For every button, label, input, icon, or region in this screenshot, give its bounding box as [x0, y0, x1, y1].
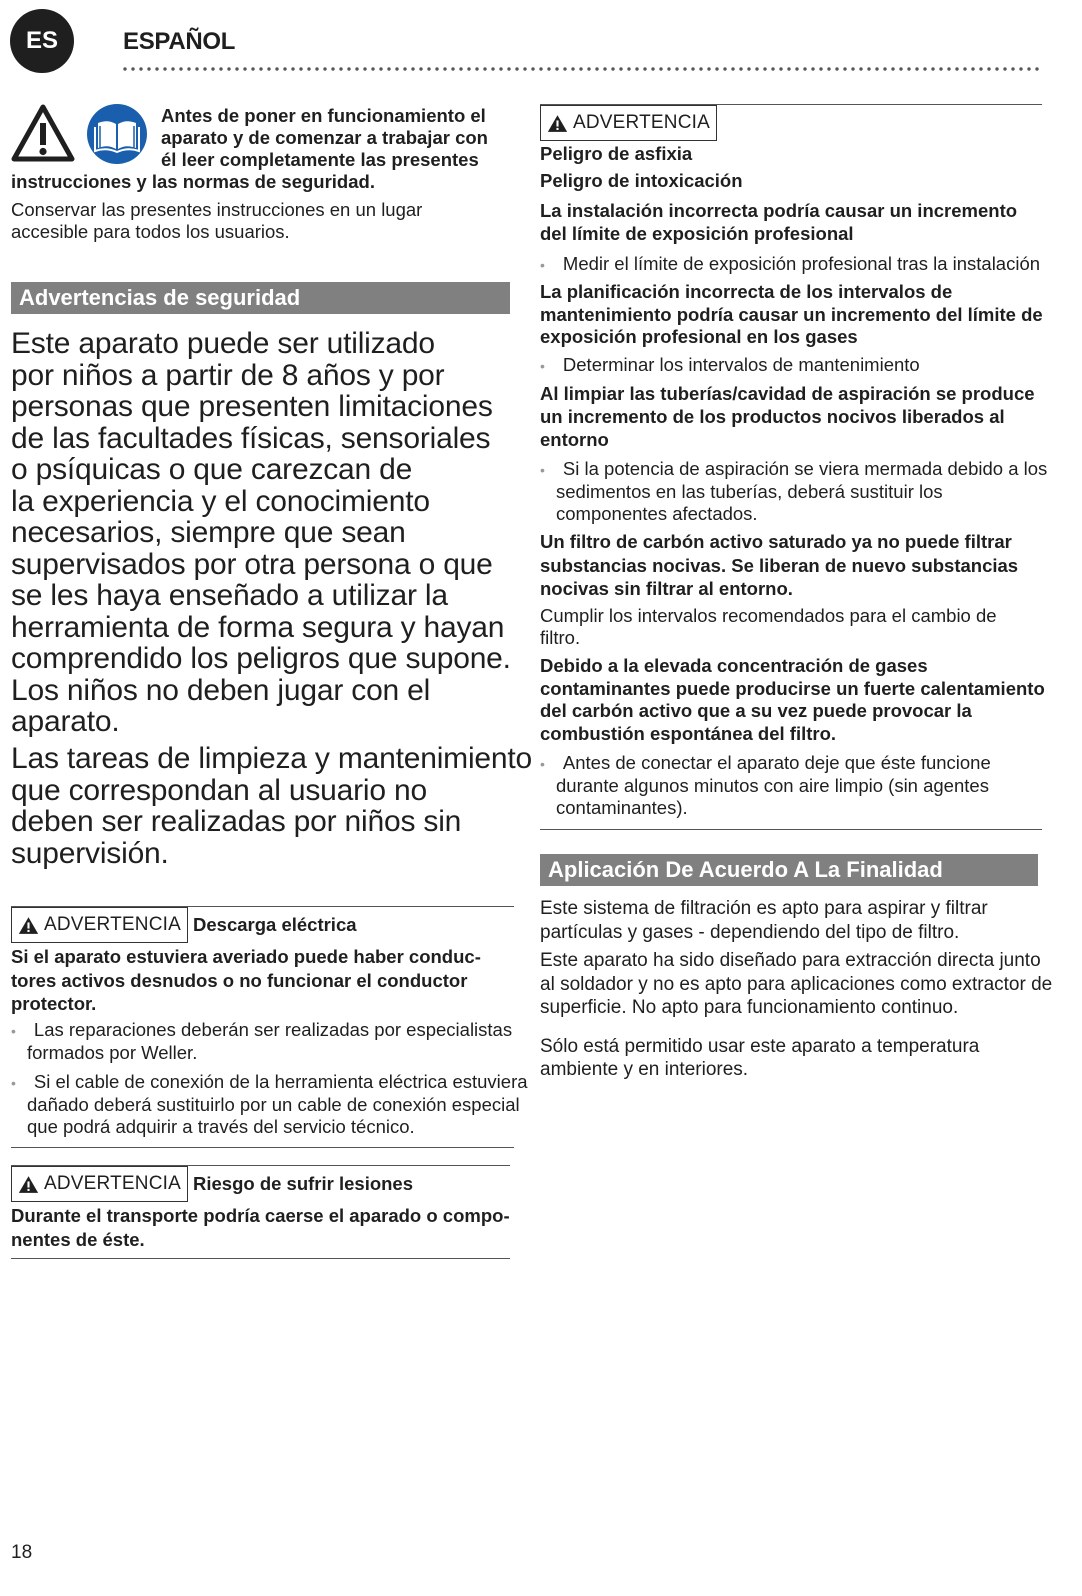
- warning-label-text: ADVERTENCIA: [44, 914, 181, 935]
- intro-line-3: él leer completamente las presentes: [161, 149, 479, 170]
- page-title: ESPAÑOL: [123, 28, 236, 55]
- keep-instructions-line-2: accesible para todos los usuarios.: [11, 221, 290, 242]
- installation-warning: La instalación incorrecta podría causar un incremento del límite de exposición profesional: [540, 200, 1018, 244]
- divider: [540, 829, 1042, 830]
- intro-line-1: Antes de poner en funcionamiento el: [161, 105, 486, 126]
- list-item: • Si el cable de conexión de la herramienta eléctrica estuviera dañado deberá sustituirlo por un cable de conexión especial que podrá adquirir a través del servicio técnico.: [11, 1071, 528, 1137]
- asphyxia-heading: Peligro de asfixia: [540, 143, 693, 164]
- list-item: • Las reparaciones deberán ser realizadas por especialistas formados por Weller.: [11, 1019, 513, 1063]
- list-item: • Determinar los intervalos de mantenimiento: [540, 354, 920, 375]
- dotted-divider: [121, 66, 1041, 72]
- safety-section-title: Advertencias de seguridad: [11, 282, 510, 314]
- warning-label-text: ADVERTENCIA: [573, 112, 710, 133]
- intoxication-heading: Peligro de intoxicación: [540, 170, 743, 191]
- warning-injury-title: Riesgo de sufrir lesiones: [193, 1173, 414, 1194]
- read-manual-icon: [86, 103, 148, 165]
- warning-label-asphyxia: [540, 105, 717, 141]
- filter-interval-note: Cumplir los intervalos recomendados para el cambio de filtro.: [540, 605, 997, 648]
- list-item: • Medir el límite de exposición profesional tras la instalación: [540, 253, 1041, 274]
- application-paragraph-1: Este sistema de filtración es apto para aspirar y filtrar partículas y gases - dependiendo del tipo de filtro.: [540, 898, 988, 943]
- list-item: • Antes de conectar el aparato deje que éste funcione durante algunos minutos con aire limpio (sin agentes contaminantes).: [540, 752, 991, 818]
- warning-label-text: ADVERTENCIA: [44, 1173, 181, 1194]
- safety-paragraph-2: Las tareas de limpieza y mantenimiento que correspondan al usuario no deben ser realizadas por niños sin supervisión.: [11, 742, 533, 870]
- keep-instructions-line-1: Conservar las presentes instrucciones en un lugar: [11, 199, 423, 220]
- warning-label-injury: [11, 1166, 188, 1202]
- warning-label-electric: [11, 907, 188, 943]
- application-paragraph-3: Sólo está permitido usar este aparato a temperatura ambiente y en interiores.: [540, 1036, 980, 1080]
- carbon-filter-warning: Un filtro de carbón activo saturado ya no puede filtrar substancias nocivas. Se liberan de nuevo substancias nocivas sin filtrar al entorno.: [540, 531, 1019, 599]
- intro-line-2: aparato y de comenzar a trabajar con: [161, 127, 488, 148]
- list-item: • Si la potencia de aspiración se viera mermada debido a los sedimentos en las tuberías, deberá sustituir los componentes afectados.: [540, 458, 1048, 524]
- application-paragraph-2: Este aparato ha sido diseñado para extracción directa junto al soldador y no es apto para aplicaciones como extractor de superficie. No apto para funcionamiento continuo.: [540, 950, 1053, 1018]
- warning-icon: [547, 113, 568, 134]
- divider: [11, 1147, 514, 1148]
- warning-icon: [18, 915, 39, 936]
- warning-icon: [18, 1174, 39, 1195]
- warning-injury-bold-text: Durante el transporte podría caerse el aparado o compo- nentes de éste.: [11, 1205, 510, 1250]
- divider: [11, 1258, 510, 1259]
- intro-line-4: instrucciones y las normas de seguridad.: [11, 171, 375, 192]
- warning-triangle-icon: [10, 103, 76, 163]
- maintenance-warning: La planificación incorrecta de los intervalos de mantenimiento podría causar un incremento del límite de exposición profesional en los gases: [540, 281, 1043, 347]
- cleaning-warning: Al limpiar las tuberías/cavidad de aspiración se produce un incremento de los productos nocivos liberados al entorno: [540, 383, 1035, 450]
- warning-electric-title: Descarga eléctrica: [193, 914, 357, 935]
- combustion-warning: Debido a la elevada concentración de gases contaminantes puede producirse un fuerte calentamiento del carbón activo que a su vez puede provocar la combustión espontánea del filtro.: [540, 655, 1045, 744]
- application-section-title: Aplicación De Acuerdo A La Finalidad: [540, 854, 1038, 886]
- warning-electric-bold-text: Si el aparato estuviera averiado puede haber conduc- tores activos desnudos o no funcionar el conductor protector.: [11, 946, 481, 1014]
- page-number: 18: [11, 1542, 33, 1563]
- safety-paragraph-1: Este aparato puede ser utilizado por niños a partir de 8 años y por personas que presenten limitaciones de las facultades físicas, sensoriales o psíquicas o que carezcan de la experiencia y el conocimiento necesarios, siempre que sean supervisados por otra persona o que se les haya enseñado a utilizar la herramienta de forma segura y hayan comprendido los peligros que supone. Los niños no deben jugar con el aparato.: [11, 327, 511, 738]
- language-badge: ES: [10, 9, 74, 73]
